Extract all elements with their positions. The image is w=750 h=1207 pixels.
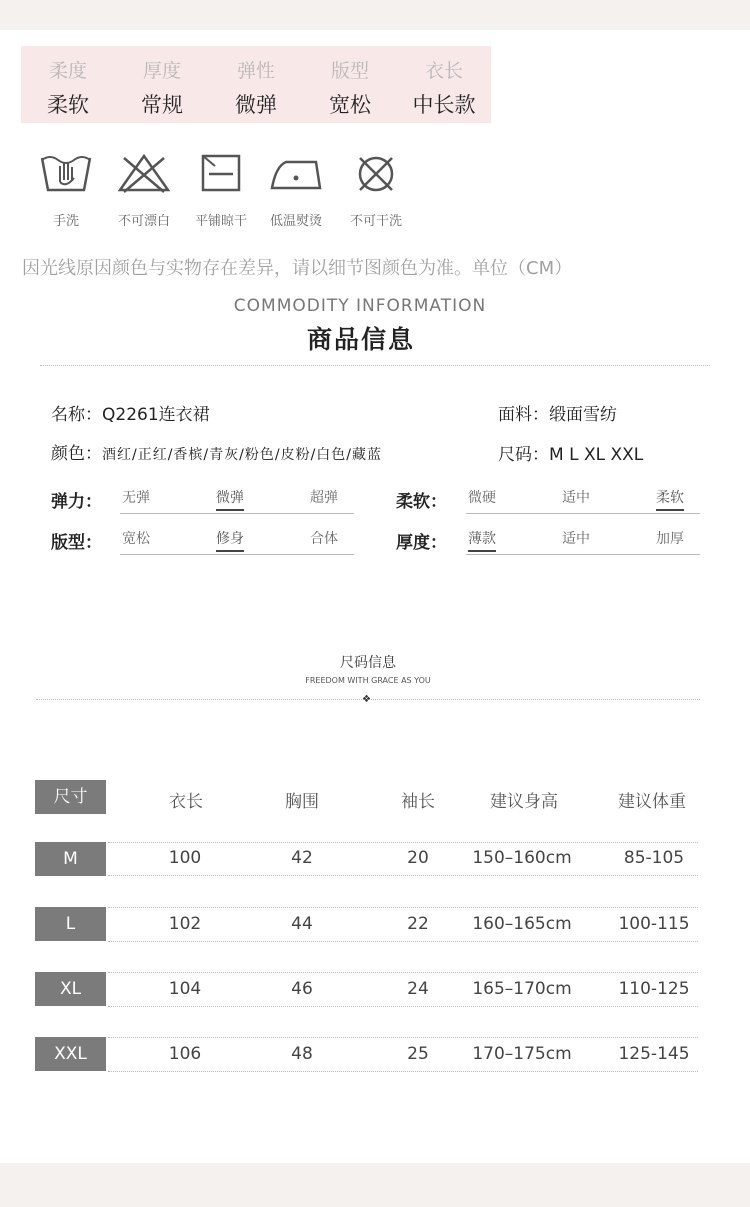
attribute-value: 柔软 <box>47 93 89 117</box>
low-iron-icon <box>266 148 326 196</box>
size-section-title: 尺码信息 <box>340 655 396 671</box>
care-flat-dry <box>181 148 261 229</box>
scale-fit <box>120 528 354 555</box>
header-sleeve: 袖长 <box>401 792 435 812</box>
cell-length: 106 <box>168 1044 202 1064</box>
header-weight: 建议体重 <box>618 792 686 812</box>
scale-label-thickness: 厚度： <box>396 533 447 553</box>
scale-option: 适中 <box>562 490 590 506</box>
row-divider <box>108 1071 698 1072</box>
care-label: 手洗 <box>52 214 79 229</box>
size-header-label: 尺寸 <box>35 780 106 814</box>
no-bleach-icon <box>116 148 172 196</box>
scale-option: 微硬 <box>468 490 496 506</box>
attribute-value: 宽松 <box>329 93 371 117</box>
attribute-value: 中长款 <box>412 93 476 117</box>
cell-bust: 42 <box>291 848 313 868</box>
cell-bust: 48 <box>291 1044 313 1064</box>
diamond-ornament: ❖ <box>362 694 371 705</box>
scale-option: 适中 <box>562 531 590 547</box>
care-label: 不可漂白 <box>117 214 170 229</box>
attribute-value: 微弹 <box>235 93 277 117</box>
cell-length: 100 <box>168 848 202 868</box>
size-label-l: L <box>35 907 106 941</box>
hand-wash-icon <box>38 148 94 196</box>
cell-sleeve: 25 <box>407 1044 429 1064</box>
scale-option: 合体 <box>310 531 338 547</box>
cell-height: 160–165cm <box>472 914 572 934</box>
cell-height: 165–170cm <box>472 979 572 999</box>
cell-bust: 46 <box>291 979 313 999</box>
row-divider <box>108 842 698 843</box>
cell-weight: 125-145 <box>618 1044 690 1064</box>
header-height: 建议身高 <box>490 792 558 812</box>
row-divider <box>108 907 698 908</box>
scale-thickness <box>466 528 700 555</box>
cell-sleeve: 24 <box>407 979 429 999</box>
scale-option: 加厚 <box>656 531 684 547</box>
attribute-name: 版型 <box>330 60 369 82</box>
scale-label-fit: 版型： <box>51 533 102 553</box>
care-label: 不可干洗 <box>349 214 402 229</box>
divider <box>40 365 710 366</box>
color-notice: 因光线原因颜色与实物存在差异，请以细节图颜色为准。单位（CM） <box>22 258 573 279</box>
scale-softness <box>466 487 700 514</box>
product-name: 名称：Q2261连衣裙 <box>51 405 210 425</box>
size-label-xl: XL <box>35 972 106 1006</box>
care-no-dry-clean <box>336 148 416 229</box>
scale-option: 超弹 <box>310 490 338 506</box>
cell-length: 104 <box>168 979 202 999</box>
cell-weight: 100-115 <box>618 914 690 934</box>
top-band <box>0 0 750 30</box>
row-divider <box>108 875 698 876</box>
care-hand-wash <box>26 148 106 229</box>
care-no-bleach <box>104 148 184 229</box>
cell-height: 170–175cm <box>472 1044 572 1064</box>
attribute-value: 常规 <box>141 93 183 117</box>
size-label-m: M <box>35 842 106 876</box>
attribute-name: 柔度 <box>48 60 87 82</box>
header-bust: 胸围 <box>285 792 319 812</box>
cell-weight: 110-125 <box>618 979 690 999</box>
row-divider <box>108 1037 698 1038</box>
scale-option-selected: 柔软 <box>656 487 684 511</box>
scale-elasticity <box>120 487 354 514</box>
size-label-xxl: XXL <box>35 1037 106 1071</box>
care-label: 平铺晾干 <box>194 214 247 229</box>
product-colors <box>51 439 382 464</box>
scale-option: 宽松 <box>122 531 150 547</box>
info-title-en: COMMODITY INFORMATION <box>233 296 487 316</box>
scale-label-elasticity: 弹力： <box>51 492 102 512</box>
attribute-summary <box>21 46 491 123</box>
scale-option-selected: 修身 <box>216 528 244 552</box>
cell-height: 150–160cm <box>472 848 572 868</box>
colors-value: 酒红/正红/香槟/青灰/粉色/皮粉/白色/藏蓝 <box>102 447 383 463</box>
cell-weight: 85-105 <box>623 848 685 868</box>
row-divider <box>108 941 698 942</box>
scale-label-softness: 柔软： <box>396 492 447 512</box>
flat-dry-icon <box>193 148 249 196</box>
care-low-iron <box>256 148 336 229</box>
scale-option-selected: 微弹 <box>216 487 244 511</box>
cell-sleeve: 22 <box>407 914 429 934</box>
info-title-cn: 商品信息 <box>306 325 415 354</box>
size-section-subtitle: FREEDOM WITH GRACE AS YOU <box>305 676 431 685</box>
header-length: 衣长 <box>169 792 203 812</box>
product-sizes: 尺码：M L XL XXL <box>498 445 644 465</box>
care-label: 低温熨烫 <box>269 214 322 229</box>
attribute-name: 衣长 <box>424 60 463 82</box>
attribute-name: 厚度 <box>142 60 181 82</box>
bottom-band <box>0 1163 750 1207</box>
cell-length: 102 <box>168 914 202 934</box>
no-dry-clean-icon <box>348 148 404 196</box>
attribute-name: 弹性 <box>236 60 275 82</box>
scale-option-selected: 薄款 <box>468 528 496 552</box>
cell-bust: 44 <box>291 914 313 934</box>
row-divider <box>108 1006 698 1007</box>
scale-option: 无弹 <box>122 490 150 506</box>
product-fabric: 面料：缎面雪纺 <box>498 405 617 425</box>
row-divider <box>108 972 698 973</box>
colors-label: 颜色： <box>51 444 102 464</box>
cell-sleeve: 20 <box>407 848 429 868</box>
